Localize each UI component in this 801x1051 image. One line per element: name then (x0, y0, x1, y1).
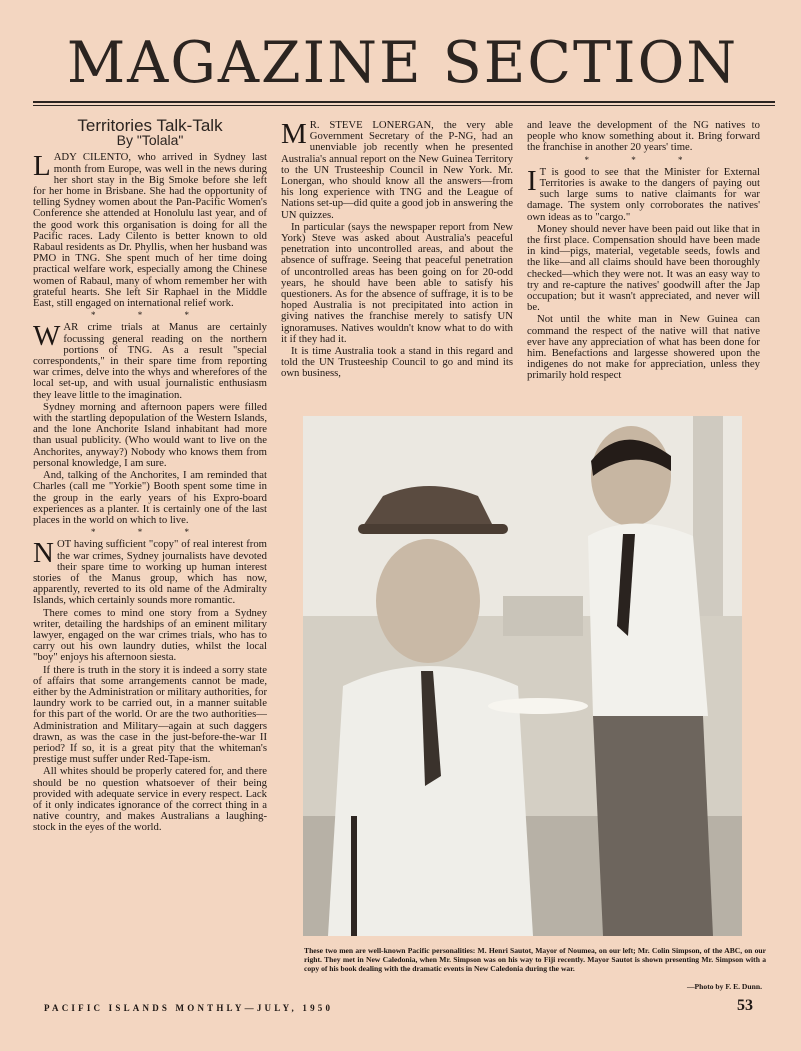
photo-credit: —Photo by F. E. Dunn. (686, 982, 762, 991)
paragraph: Not until the white man in New Guinea can command the respect of the native will that native ever have any appreciation of what has been done for him. Benefactions and largesse showered upon the indigenes do not make for appreciation, unless they primarily hold respect (527, 313, 760, 382)
photo-caption: These two men are well-known Pacific personalities: M. Henri Sautot, Mayor of Noumea, on our left; Mr. Colin Simpson, of the ABC, on our right. They met in New Caledonia, when Mr. Simpson was on his way to Fiji recently. Mayor Sautot is shown presenting Mr. Simpson with a copy of his book dealing with the dramatic events in New Caledonia during the war. (304, 946, 766, 974)
article-headline: Territories Talk-Talk (77, 116, 223, 135)
article-byline: By "Tolala" (116, 132, 184, 149)
drop-cap: I (527, 164, 537, 197)
paragraph: In particular (says the newspaper report from New York) Steve was asked about Australia's peaceful penetration into uncontrolled areas, and about the absence of suffrage. Seeing that peaceful penetration of uncontrolled areas has been going on for 20-odd years, he should have been able to satisfy his questioners. As for the absence of suffrage, it is to be hoped Australia is not precipitated into action in giving natives the franchise merely to satisfy UN ignoramuses. Natives wouldn't know what to do with it if they had it. (281, 220, 513, 345)
masthead-title: MAGAZINE SECTION (66, 30, 739, 96)
paragraph: All whites should be properly catered for, and there should be no question whatsoever of their being provided with adequate service in every respect. Lack of it only indicates ignorance of the correct thing in a native country, and makes Australians a laughing-stock in the eyes of the world. (33, 765, 267, 834)
section-separator: * * * (584, 154, 703, 165)
column-two (281, 120, 513, 381)
paragraph: I T is good to see that the Minister for External Territories is awake to the dangers of paying out such large sums to native claimants for war damage. The system only corroborates the natives' own ideas as to "cargo." (527, 164, 760, 223)
paragraph: LADY CILENTO, who arrived in Sydney last month from Europe, was well in the news during her short stay in the Big Smoke before she left for her home in Brisbane. She had the opportunity of telling Sydney women about the Pan-Pacific Women's Conference she attended at Honolulu last year, and of the good work this organisation is doing for all the Pacific races. Lady Cilento is better known to old Rabaul residents as Dr. Phyllis, when her husband was PMO in TNG. She spent much of her time doing practical welfare work, especially among the Chinese women of Rabaul, many of whom remember her with grateful hearts. She left Sir Raphael in the Middle East, still engaged on international relief work. (33, 150, 267, 310)
paragraph: There comes to mind one story from a Sydney writer, detailing the hardships of an eminent military lawyer, engaged on the war crimes trials, who has to carry out his own laundry duties, whilst the local "boy" enjoys his afternoon siesta. (33, 606, 267, 664)
column-three (527, 120, 760, 383)
drop-cap: W (33, 320, 61, 353)
paragraph: It is time Australia took a stand in this regard and told the UN Trusteeship Council to go and mind its own business, (281, 345, 513, 380)
drop-cap: L (33, 150, 51, 183)
page-number: 53 (737, 997, 753, 1014)
paragraph: If there is truth in the story it is indeed a sorry state of affairs that some arrangements cannot be made, either by the Administration or military authorities, for laundry work to be carried out, in a manner suitable for this part of the world. Or are the two authorities—Administration and Military—again at such daggers drawn, as was the case in the just-before-the-war II period? If so, it is a great pity that the whiteman's prestige must suffer under Red-Tape-ism. (33, 663, 267, 766)
photo-illustration (303, 416, 742, 936)
paragraph: and leave the development of the NG natives to people who know something about it. Bring forward the franchise in another 20 years' time. (527, 119, 760, 154)
drop-cap: N (33, 537, 54, 570)
photograph (303, 416, 742, 936)
masthead-rule (33, 101, 775, 103)
paragraph: NOT having sufficient "copy" of real interest from the war crimes, Sydney journalists have devoted their spare time to working up human interest stories of the Manus group, which has now, apparently, reverted to its old name of the Admiralty Islands, which certainly sounds more romantic. (33, 537, 267, 607)
masthead-rule-thin (33, 105, 775, 106)
page-footer: PACIFIC ISLANDS MONTHLY—JULY, 1950 (44, 1003, 334, 1013)
drop-cap: M (281, 118, 307, 150)
paragraph: And, talking of the Anchorites, I am reminded that Charles (call me "Yorkie") Booth spent some time in the group in the early years of his Expro-board experiences as a planter. It is certainly one of the last places in the world on which to live. (33, 469, 267, 526)
paragraph: Money should never have been paid out like that in the first place. Compensation should have been made in kind—pigs, material, vegetable seeds, fowls and the like—and all claims should have been thoroughly checked—which they were not. It was an easy way to try and re-capture the natives' goodwill after the Jap occupation; but it wasn't appreciated, and never will be. (527, 222, 760, 314)
column-one (33, 116, 267, 835)
paragraph: Sydney morning and afternoon papers were filled with the startling depopulation of the Western Islands, and the lone Anchorite Island inhabitant had more than usual publicity. (Who would want to live on the Anchorites, anyway?) Nobody who knows them from personal knowledge, I am sure. (33, 400, 267, 469)
paragraph: M R. STEVE LONERGAN, the very able Government Secretary of the P-NG, had an unenviable job recently when he presented Australia's annual report on the New Guinea Territory to the UN Trusteeship Council in New York. Mr. Lonergan, who should know all the answers—from his long experience with TNG and the League of Nations set-up—did quite a good job in answering the UN quizzes. (281, 118, 513, 221)
section-separator: * * * (91, 527, 209, 538)
section-separator: * * * (91, 310, 209, 321)
paragraph: WAR crime trials at Manus are certainly focussing general reading on the northern portions of TNG. As a result "special correspondents," in their spare time from reporting war crimes, delve into the whys and wherefores of the local set-up, and with usual journalistic enthusiasm they leave little to the imagination. (33, 320, 267, 401)
